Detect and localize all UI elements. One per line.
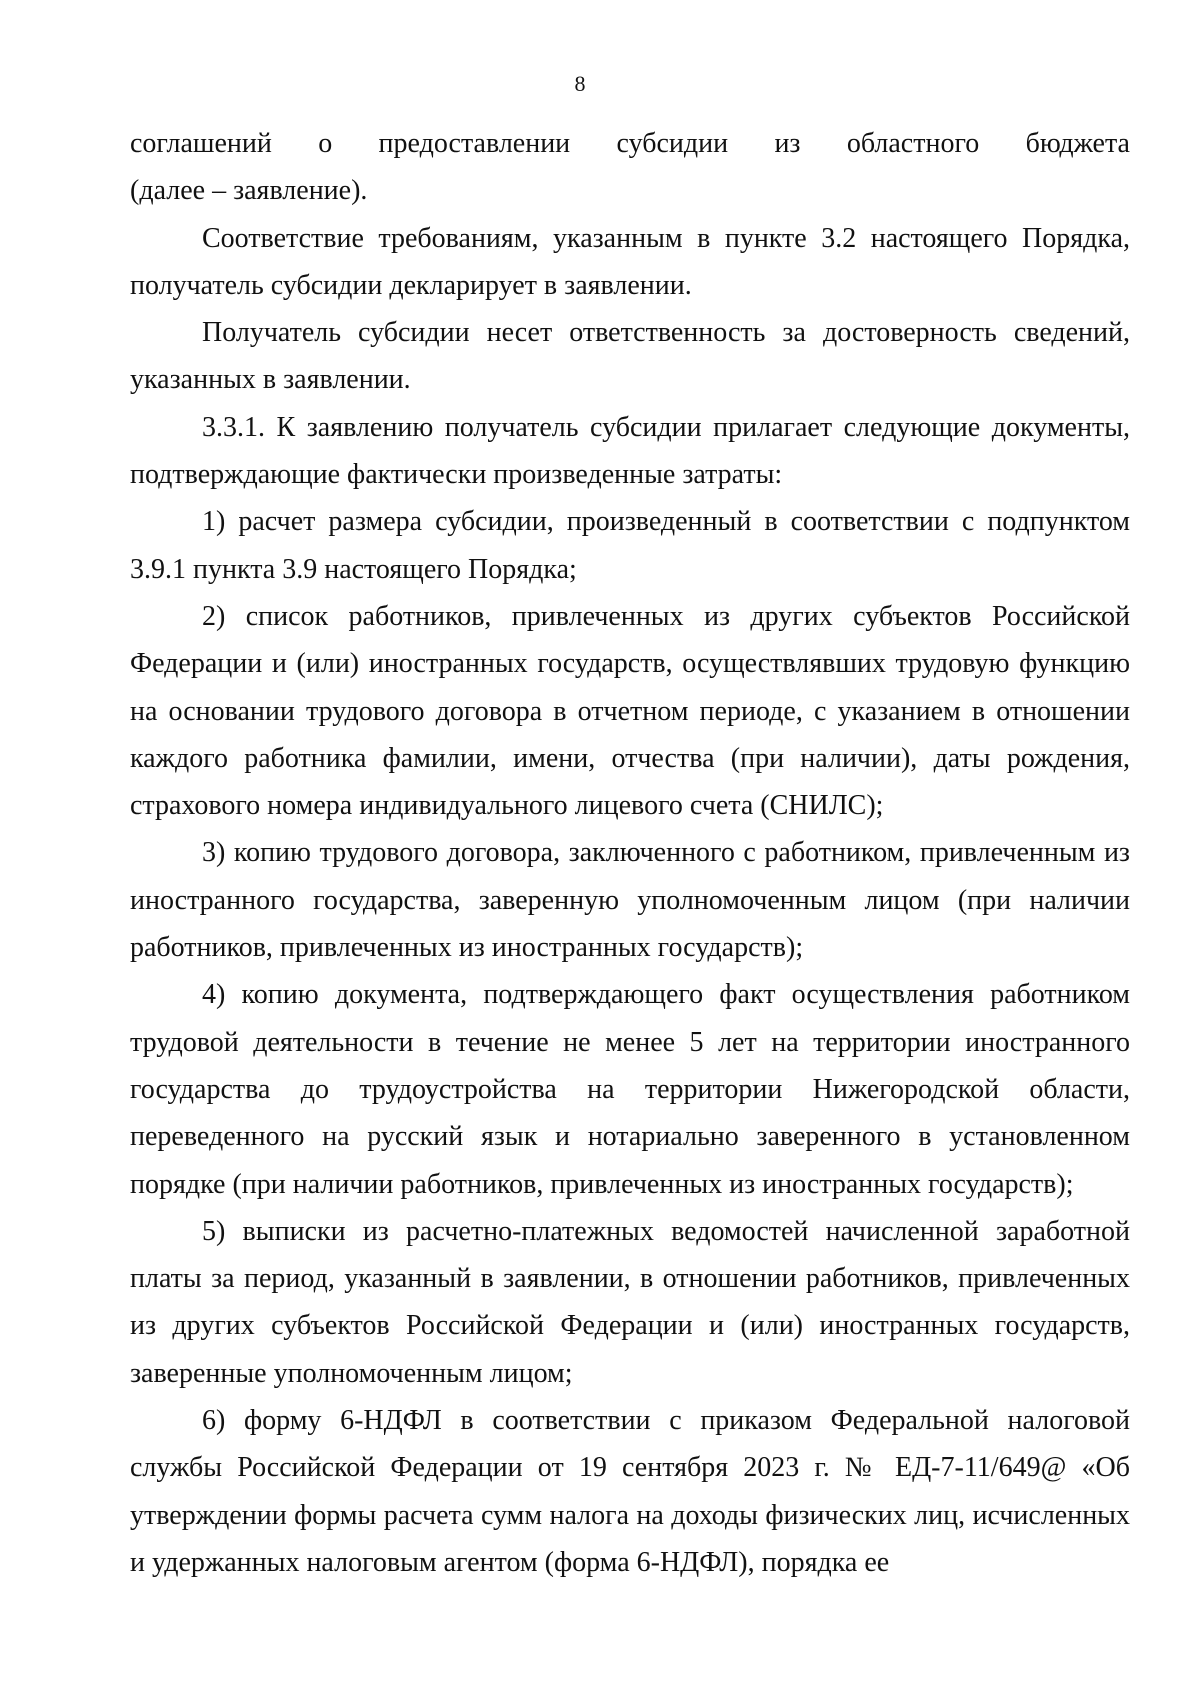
list-item-1: 1) расчет размера субсидии, произведенный в соответствии с подпунктом 3.9.1 пункта 3.9 настоящего Порядка; bbox=[130, 506, 1130, 585]
list-item-4: 4) копию документа, подтверждающего факт осуществления работником трудовой деятельности в течение не менее 5 лет на территории иностранного государства до трудоустройства на территории Нижегородской области, переведенного на русский язык и нотариально заверенного в установленном порядке (при наличии работников, привлеченных из иностранных государств); bbox=[130, 979, 1130, 1200]
paragraph-continuation bbox=[130, 120, 1130, 215]
list-item-3: 3) копию трудового договора, заключенного с работником, привлеченным из иностранного государства, заверенную уполномоченным лицом (при наличии работников, привлеченных из иностранных государств); bbox=[130, 837, 1130, 964]
list-item-6: 6) форму 6-НДФЛ в соответствии с приказом Федеральной налоговой службы Российской Федерации от 19 сентября 2023 г. № ЕД-7-11/649@ «Об утверждении формы расчета сумм налога на доходы физических лиц, исчисленных и удержанных налоговым агентом (форма 6-НДФЛ), порядка ее bbox=[130, 1405, 1130, 1578]
document-body bbox=[130, 120, 1130, 1586]
paragraph-continuation-line-1: соглашений о предоставлении субсидии из областного бюджета bbox=[130, 128, 1130, 159]
list-item-5: 5) выписки из расчетно-платежных ведомостей начисленной заработной платы за период, указанный в заявлении, в отношении работников, привлеченных из других субъектов Российской Федерации и (или) иностранных государств, заверенные уполномоченным лицом; bbox=[130, 1215, 1130, 1389]
paragraph-requirements-declaration: Соответствие требованиям, указанным в пункте 3.2 настоящего Порядка, получатель субсидии декларирует в заявлении. bbox=[130, 222, 1130, 301]
paragraph-clause-3-3-1: 3.3.1. К заявлению получатель субсидии прилагает следующие документы, подтверждающие фактически произведенные затраты: bbox=[130, 411, 1130, 491]
paragraph-continuation-line-2: (далее – заявление). bbox=[130, 175, 368, 207]
page-number: 8 bbox=[574, 71, 586, 96]
paragraph-responsibility: Получатель субсидии несет ответственность за достоверность сведений, указанных в заявлении. bbox=[130, 317, 1130, 396]
list-item-2: 2) список работников, привлеченных из других субъектов Российской Федерации и (или) иностранных государств, осуществлявших трудовую функцию на основании трудового договора в отчетном периоде, с указанием в отношении каждого работника фамилии, имени, отчества (при наличии), даты рождения, страхового номера индивидуального лицевого счета (СНИЛС); bbox=[130, 600, 1130, 822]
